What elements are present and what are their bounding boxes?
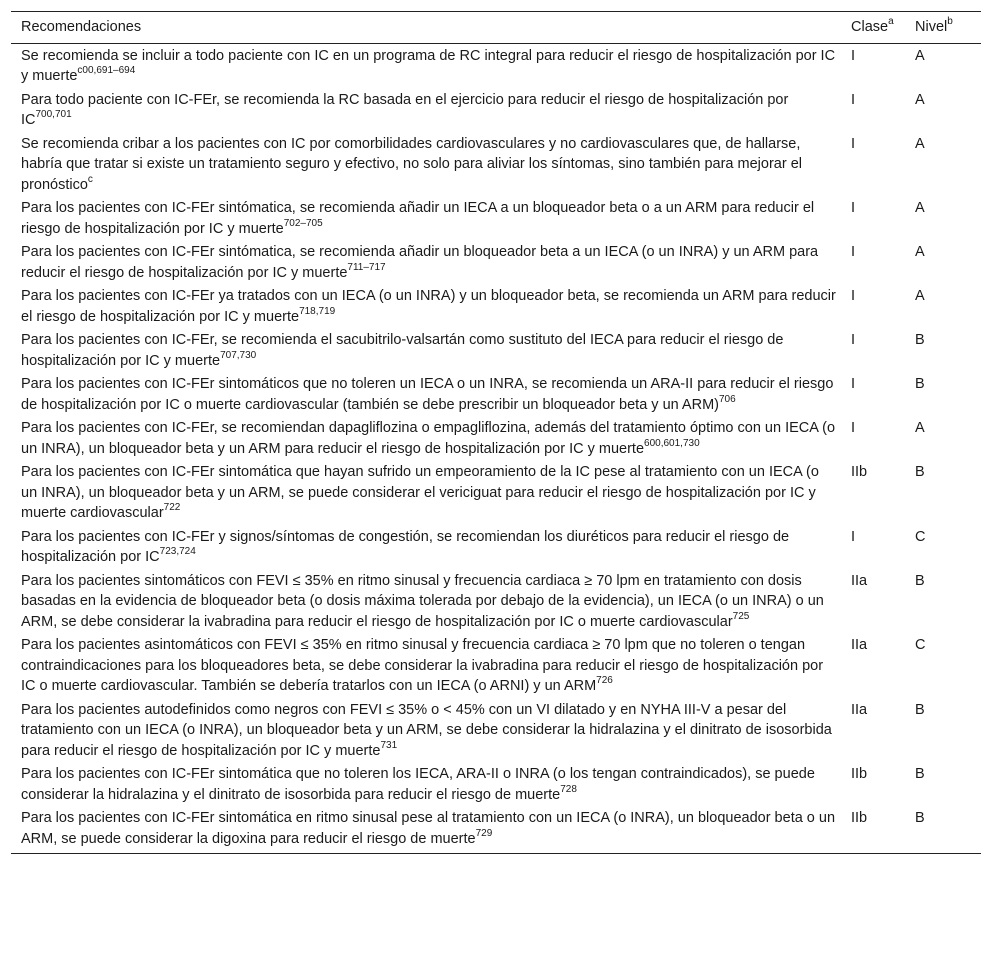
recommendation-text: Para los pacientes con IC-FEr sintómatica, se recomienda añadir un bloqueador beta a un IECA (o un INRA) y un ARM para reducir el riesgo de hospitalización por IC y muerte	[21, 244, 819, 281]
level-cell	[912, 132, 981, 197]
level-cell	[912, 569, 981, 634]
recommendation-cell	[11, 372, 840, 416]
class-value: IIb	[851, 766, 868, 782]
reference-superscript: 722	[163, 502, 181, 514]
class-cell	[840, 762, 912, 806]
level-value: A	[915, 420, 925, 436]
level-cell	[912, 284, 981, 328]
header-nivel-label: Nivel	[915, 19, 948, 35]
level-cell	[912, 633, 981, 698]
class-value: I	[851, 91, 856, 108]
class-value: I	[851, 244, 856, 260]
recommendation-text: Para los pacientes con IC-FEr, se recomiendan dapagliflozina o empagliflozina, además del tratamiento óptimo con un IECA (o un INRA), un bloqueador beta y un ARM para reducir el riesgo de hospitalización por IC y muerte	[21, 420, 836, 457]
table-row	[11, 196, 981, 240]
level-cell	[912, 806, 981, 854]
table-row	[11, 328, 981, 372]
table-row	[11, 460, 981, 525]
class-value: I	[851, 376, 856, 392]
table-header-row	[11, 12, 981, 44]
class-cell	[840, 416, 912, 460]
level-value: A	[915, 244, 925, 260]
level-cell	[912, 416, 981, 460]
table-row	[11, 88, 981, 132]
recommendation-cell	[11, 698, 840, 763]
table-row	[11, 762, 981, 806]
class-cell	[840, 240, 912, 284]
recommendation-cell	[11, 196, 840, 240]
reference-superscript: 700,701	[35, 109, 72, 121]
class-value: I	[851, 332, 856, 348]
level-cell	[912, 328, 981, 372]
header-nivel-footnote: b	[947, 16, 953, 28]
table-row	[11, 569, 981, 634]
class-value: I	[851, 528, 856, 545]
header-nivel	[912, 12, 981, 44]
recommendation-text: Para los pacientes asintomáticos con FEVI ≤ 35% en ritmo sinusal y frecuencia cardiaca ≥ 70 lpm que no toleren o tengan contraindicaciones para los bloqueadores beta, se debe considerar la ivabradina para reducir el riesgo de hospitalización por IC o muerte cardiovascular. También se debería tratarlos con un IECA (o ARNI) y un ARM	[21, 637, 824, 694]
header-clase-footnote: a	[888, 16, 894, 28]
level-value: B	[915, 572, 925, 589]
level-value: A	[915, 135, 925, 152]
recommendation-text: Para los pacientes con IC-FEr sintomática que hayan sufrido un empeoramiento de la IC pese al tratamiento con un IECA (o un INRA), un bloqueador beta y un ARM, se puede considerar el vericiguat para reducir el riesgo de hospitalización por IC y muerte cardiovascular	[21, 464, 819, 521]
class-cell	[840, 196, 912, 240]
level-value: B	[915, 332, 925, 348]
class-cell	[840, 43, 912, 88]
reference-superscript: c	[87, 173, 93, 185]
recommendation-cell	[11, 569, 840, 634]
recommendation-cell	[11, 762, 840, 806]
level-cell	[912, 240, 981, 284]
recommendation-text: Para los pacientes sintomáticos con FEVI ≤ 35% en ritmo sinusal y frecuencia cardiaca ≥ 70 lpm en tratamiento con dosis basadas en la evidencia de bloqueador beta (o dosis máxima tolerada por debajo de la evidencia), un IECA (o un INRA) o un ARM, se debe considerar la ivabradina para reducir el riesgo de hospitalización por IC o muerte cardiovascular	[21, 572, 824, 630]
reference-superscript: c00,691–694	[77, 65, 136, 77]
class-value: I	[851, 420, 856, 436]
table-row	[11, 416, 981, 460]
level-cell	[912, 698, 981, 763]
level-cell	[912, 88, 981, 132]
table-row	[11, 132, 981, 197]
level-cell	[912, 460, 981, 525]
table-row	[11, 633, 981, 698]
table-row	[11, 698, 981, 763]
class-value: IIb	[851, 464, 868, 480]
table-row	[11, 240, 981, 284]
reference-superscript: 707,730	[220, 349, 257, 361]
class-cell	[840, 698, 912, 763]
level-value: B	[915, 766, 925, 782]
recommendation-text: Se recomienda se incluir a todo paciente con IC en un programa de RC integral para reducir el riesgo de hospitalización por IC y muerte	[21, 47, 836, 84]
class-cell	[840, 328, 912, 372]
recommendation-text: Para los pacientes con IC-FEr sintomática que no toleren los IECA, ARA-II o INRA (o los tengan contraindicados), se puede considerar la hidralazina y el dinitrato de isosorbida para reducir el riesgo de muerte	[21, 766, 815, 803]
header-recomendaciones	[11, 12, 840, 44]
class-cell	[840, 525, 912, 569]
class-cell	[840, 633, 912, 698]
class-cell	[840, 806, 912, 854]
recommendation-cell	[11, 460, 840, 525]
recommendations-table	[11, 11, 981, 854]
reference-superscript: 726	[596, 675, 613, 687]
level-value: C	[915, 528, 926, 545]
recommendation-cell	[11, 416, 840, 460]
reference-superscript: 723,724	[159, 546, 196, 558]
reference-superscript: 711–717	[347, 261, 386, 273]
recommendation-text: Se recomienda cribar a los pacientes con IC por comorbilidades cardiovasculares y no cardiovasculares que, de hallarse, habría que tratar si existe un tratamiento seguro y efectivo, no solo para aliviar los síntomas, sino también para mejorar el pronóstico	[21, 135, 802, 193]
level-value: A	[915, 47, 925, 64]
level-value: B	[915, 701, 925, 718]
reference-superscript: 731	[380, 739, 398, 751]
level-value: A	[915, 200, 925, 216]
reference-superscript: 725	[732, 610, 750, 622]
class-value: IIa	[851, 701, 868, 718]
header-clase-label: Clase	[851, 19, 889, 35]
recommendation-cell	[11, 525, 840, 569]
table-row	[11, 372, 981, 416]
reference-superscript: 729	[475, 827, 493, 839]
recommendation-text: Para los pacientes con IC-FEr sintomática en ritmo sinusal pese al tratamiento con un IECA (o INRA), un bloqueador beta o un ARM, se puede considerar la digoxina para reducir el riesgo de muerte	[21, 810, 836, 847]
table-row	[11, 525, 981, 569]
reference-superscript: 728	[560, 783, 577, 795]
class-value: IIa	[851, 637, 868, 653]
recommendation-cell	[11, 806, 840, 854]
class-cell	[840, 284, 912, 328]
recommendation-cell	[11, 328, 840, 372]
class-cell	[840, 372, 912, 416]
recommendation-text: Para los pacientes con IC-FEr, se recomienda el sacubitrilo-valsartán como sustituto del IECA para reducir el riesgo de hospitalización por IC y muerte	[21, 332, 784, 369]
recommendation-text: Para los pacientes con IC-FEr y signos/síntomas de congestión, se recomiendan los diuréticos para reducir el riesgo de hospitalización por IC	[21, 528, 790, 565]
level-value: B	[915, 464, 925, 480]
level-value: B	[915, 376, 925, 392]
level-value: C	[915, 637, 926, 653]
reference-superscript: 702–705	[283, 217, 323, 229]
recommendation-cell	[11, 43, 840, 88]
class-cell	[840, 88, 912, 132]
recommendation-text: Para los pacientes con IC-FEr sintómatica, se recomienda añadir un IECA a un bloqueador beta o a un ARM para reducir el riesgo de hospitalización por IC y muerte	[21, 200, 815, 237]
class-value: I	[851, 288, 856, 304]
recommendation-text: Para los pacientes con IC-FEr ya tratados con un IECA (o un INRA) y un bloqueador beta, se recomienda un ARM para reducir el riesgo de hospitalización por IC y muerte	[21, 288, 836, 325]
level-value: A	[915, 91, 925, 108]
recommendation-cell	[11, 240, 840, 284]
level-cell	[912, 43, 981, 88]
class-value: IIb	[851, 810, 868, 826]
recommendation-text: Para todo paciente con IC-FEr, se recomienda la RC basada en el ejercicio para reducir el riesgo de hospitalización por IC	[21, 91, 789, 128]
header-clase	[840, 12, 912, 44]
recommendation-cell	[11, 633, 840, 698]
level-cell	[912, 372, 981, 416]
recommendation-text: Para los pacientes autodefinidos como negros con FEVI ≤ 35% o < 45% con un VI dilatado y en NYHA III-V a pesar del tratamiento con un IECA (o INRA), un bloqueador beta y un ARM, se debe considerar la hidralazina y el dinitrato de isosorbida para reducir el riesgo de hospitalización por IC y muerte	[21, 701, 832, 759]
recommendation-cell	[11, 88, 840, 132]
class-value: I	[851, 200, 856, 216]
table-row	[11, 43, 981, 88]
recommendation-cell	[11, 132, 840, 197]
table-row	[11, 284, 981, 328]
level-value: B	[915, 810, 925, 826]
class-cell	[840, 460, 912, 525]
class-value: I	[851, 47, 856, 64]
level-cell	[912, 525, 981, 569]
class-cell	[840, 569, 912, 634]
class-cell	[840, 132, 912, 197]
recommendations-table-container	[11, 11, 981, 854]
level-cell	[912, 196, 981, 240]
level-cell	[912, 762, 981, 806]
reference-superscript: 600,601,730	[644, 437, 700, 449]
header-rec-label: Recomendaciones	[21, 19, 142, 35]
recommendation-cell	[11, 284, 840, 328]
table-row	[11, 806, 981, 854]
class-value: IIa	[851, 572, 868, 589]
reference-superscript: 706	[718, 393, 736, 405]
reference-superscript: 718,719	[299, 305, 336, 317]
class-value: I	[851, 135, 856, 152]
level-value: A	[915, 288, 925, 304]
recommendation-text: Para los pacientes con IC-FEr sintomáticos que no toleren un IECA o un INRA, se recomienda un ARA-II para reducir el riesgo de hospitalización por IC o muerte cardiovascular (también se debe prescribir un bloqueador beta y un ARM)	[21, 376, 834, 413]
